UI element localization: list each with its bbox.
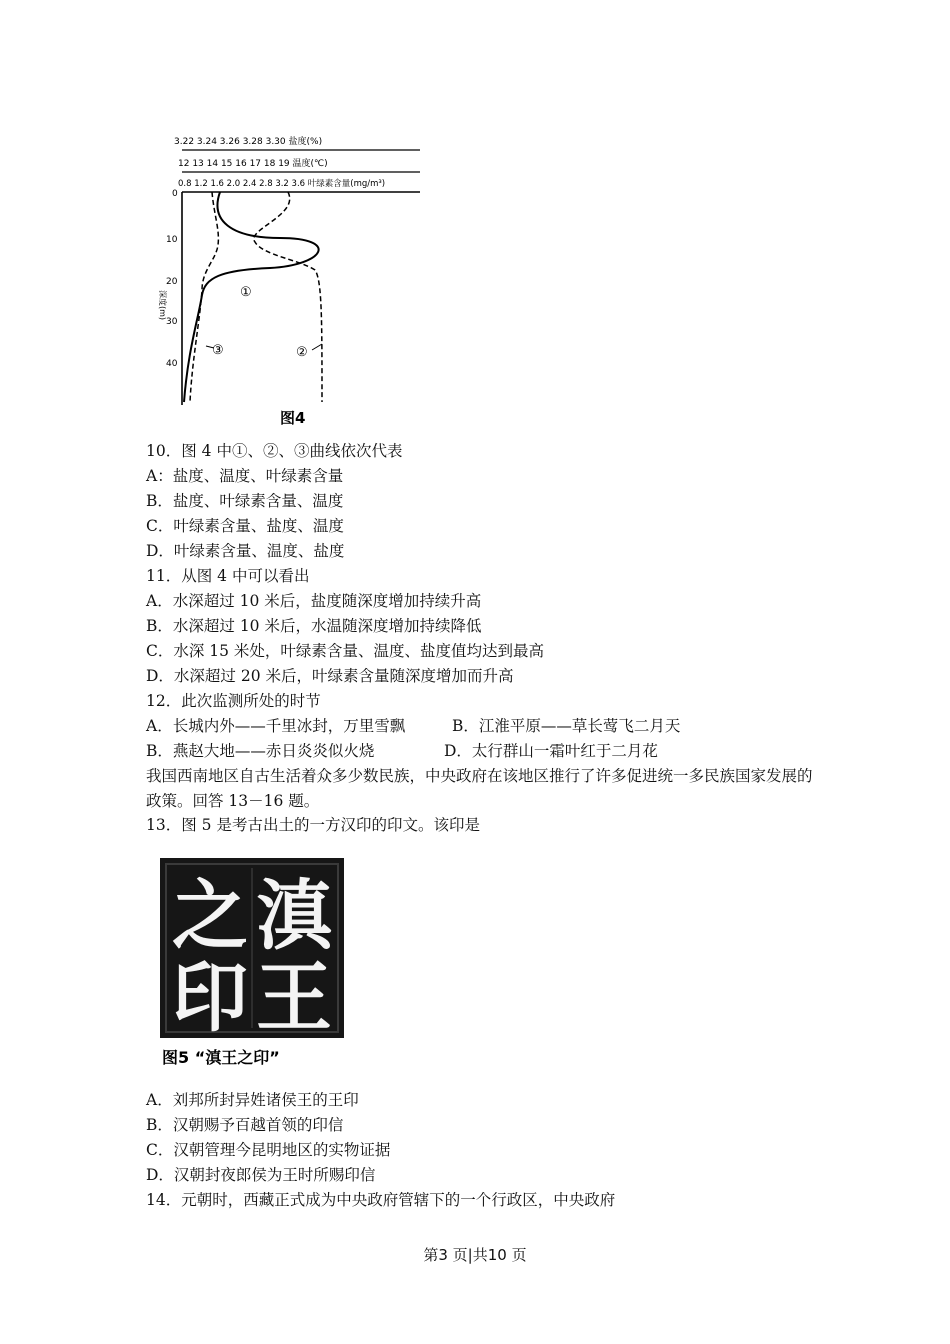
q13-option-a: A．刘邦所封异姓诸侯王的王印 [146,1091,359,1109]
q11-option-c: C．水深 15 米处，叶绿素含量、温度、盐度值均达到最高 [146,642,544,660]
q11-stem: 11．从图 4 中可以看出 [146,567,310,585]
curve-3 [190,192,218,402]
q13-option-c: C．汉朝管理今昆明地区的实物证据 [146,1141,391,1159]
curve-2 [254,192,322,402]
q12-option-b: B．江淮平原——草长莺飞二月天 [452,717,681,735]
curve-1-mark: ① [240,285,252,300]
svg-text:之: 之 [172,871,248,960]
q11-option-d: D．水深超过 20 米后，叶绿素含量随深度增加而升高 [146,667,514,685]
q12-option-a: A．长城内外——千里冰封，万里雪飘 [146,717,406,735]
q12-stem: 12．此次监测所处的时节 [146,692,321,710]
figure-4-caption: 图4 [280,409,306,427]
section-intro: 我国西南地区自古生活着众多少数民族，中央政府在该地区推行了许多促进统一多民族国家发展的政策。回答 13－16 题。 [146,767,813,810]
depth-tick-30: 30 [166,317,178,327]
q10-option-b: B．盐度、叶绿素含量、温度 [146,492,344,510]
depth-tick-10: 10 [166,235,178,245]
bottom-axis-label: 0.8 1.2 1.6 2.0 2.4 2.8 3.2 3.6 叶绿素含量(mg/m³) [178,179,386,189]
q10-option-c: C．叶绿素含量、盐度、温度 [146,517,344,535]
mid-axis-label: 12 13 14 15 16 17 18 19 温度(℃) [178,159,328,169]
q12-option-c: B．燕赵大地——赤日炎炎似火烧 [146,742,375,760]
svg-text:印: 印 [172,953,248,1042]
q11-option-b: B．水深超过 10 米后，水温随深度增加持续降低 [146,617,482,635]
q13-option-b: B．汉朝赐予百越首领的印信 [146,1116,344,1134]
q12-option-d: D．太行群山一霜叶红于二月花 [444,742,658,760]
curve-3-mark: ③ [212,343,224,358]
figure-4 [150,120,450,430]
depth-axis-label: 深度(m) [158,290,167,321]
figure-5-caption: 图5 “滇王之印” [162,1048,280,1067]
depth-tick-20: 20 [166,277,178,287]
q11-option-a: A．水深超过 10 米后，盐度随深度增加持续升高 [146,592,482,610]
svg-text:王: 王 [256,953,332,1042]
svg-text:滇: 滇 [256,871,332,960]
depth-tick-40: 40 [166,359,178,369]
q10-option-a: A：盐度、温度、叶绿素含量 [146,467,344,485]
page-footer: 第3 页|共10 页 [423,1246,527,1264]
q10-option-d: D．叶绿素含量、温度、盐度 [146,542,345,560]
q10-stem: 10．图 4 中①、②、③曲线依次代表 [146,442,403,460]
figure-5 [152,852,352,1072]
curve-2-mark: ② [296,345,308,360]
q14-stem: 14．元朝时，西藏正式成为中央政府管辖下的一个行政区，中央政府 [146,1191,616,1209]
top-axis-label: 3.22 3.24 3.26 3.28 3.30 盐度(%) [174,137,323,147]
depth-tick-0: 0 [172,189,178,199]
q13-option-d: D．汉朝封夜郎侯为王时所赐印信 [146,1166,376,1184]
q13-stem: 13．图 5 是考古出土的一方汉印的印文。该印是 [146,816,480,834]
